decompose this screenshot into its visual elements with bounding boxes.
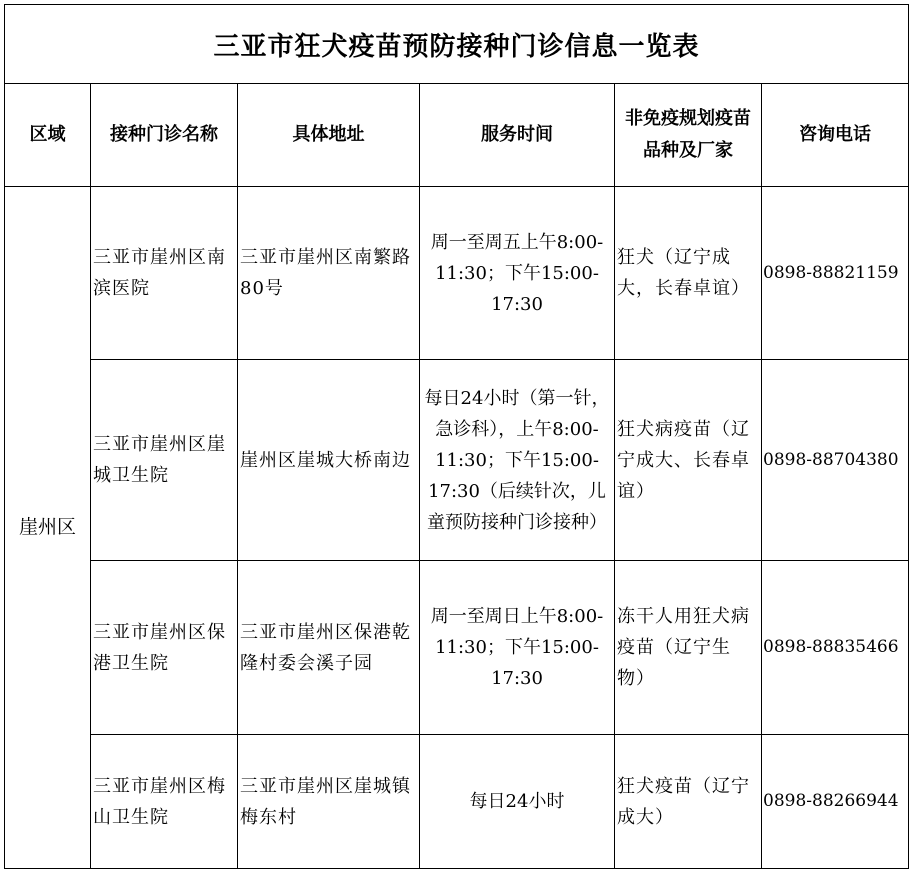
service-hours-cell: 每日24小时 <box>420 735 615 869</box>
phone-cell: 0898-88704380 <box>762 360 909 561</box>
phone-cell: 0898-88821159 <box>762 187 909 360</box>
phone-cell: 0898-88835466 <box>762 561 909 735</box>
table-row <box>5 561 909 735</box>
clinic-name-cell: 三亚市崖州区崖城卫生院 <box>91 360 238 561</box>
phone-cell: 0898-88266944 <box>762 735 909 869</box>
header-region: 区域 <box>5 84 91 187</box>
clinic-name-cell: 三亚市崖州区保港卫生院 <box>91 561 238 735</box>
vaccine-cell: 狂犬病疫苗（辽宁成大、长春卓谊） <box>615 360 762 561</box>
clinic-info-table <box>4 4 909 869</box>
address-cell: 三亚市崖州区崖城镇梅东村 <box>238 735 420 869</box>
header-row <box>5 84 909 187</box>
header-vaccine-manufacturer: 非免疫规划疫苗品种及厂家 <box>615 84 762 187</box>
document-sheet <box>4 4 908 873</box>
table-row <box>5 735 909 869</box>
title-row <box>5 5 909 84</box>
header-service-hours: 服务时间 <box>420 84 615 187</box>
header-phone: 咨询电话 <box>762 84 909 187</box>
service-hours-cell: 周一至周日上午8:00-11:30；下午15:00-17:30 <box>420 561 615 735</box>
vaccine-cell: 狂犬疫苗（辽宁成大） <box>615 735 762 869</box>
service-hours-cell: 每日24小时（第一针，急诊科），上午8:00-11:30；下午15:00-17:30（后续针次，儿童预防接种门诊接种） <box>420 360 615 561</box>
table-row <box>5 360 909 561</box>
clinic-name-cell: 三亚市崖州区梅山卫生院 <box>91 735 238 869</box>
address-cell: 三亚市崖州区南繁路80号 <box>238 187 420 360</box>
table-row <box>5 187 909 360</box>
vaccine-cell: 冻干人用狂犬病疫苗（辽宁生物） <box>615 561 762 735</box>
header-address: 具体地址 <box>238 84 420 187</box>
service-hours-cell: 周一至周五上午8:00-11:30；下午15:00-17:30 <box>420 187 615 360</box>
address-cell: 三亚市崖州区保港乾隆村委会溪子园 <box>238 561 420 735</box>
address-cell: 崖州区崖城大桥南边 <box>238 360 420 561</box>
vaccine-cell: 狂犬（辽宁成大，长春卓谊） <box>615 187 762 360</box>
table-title: 三亚市狂犬疫苗预防接种门诊信息一览表 <box>5 5 909 84</box>
region-cell: 崖州区 <box>5 187 91 869</box>
clinic-name-cell: 三亚市崖州区南滨医院 <box>91 187 238 360</box>
header-clinic-name: 接种门诊名称 <box>91 84 238 187</box>
